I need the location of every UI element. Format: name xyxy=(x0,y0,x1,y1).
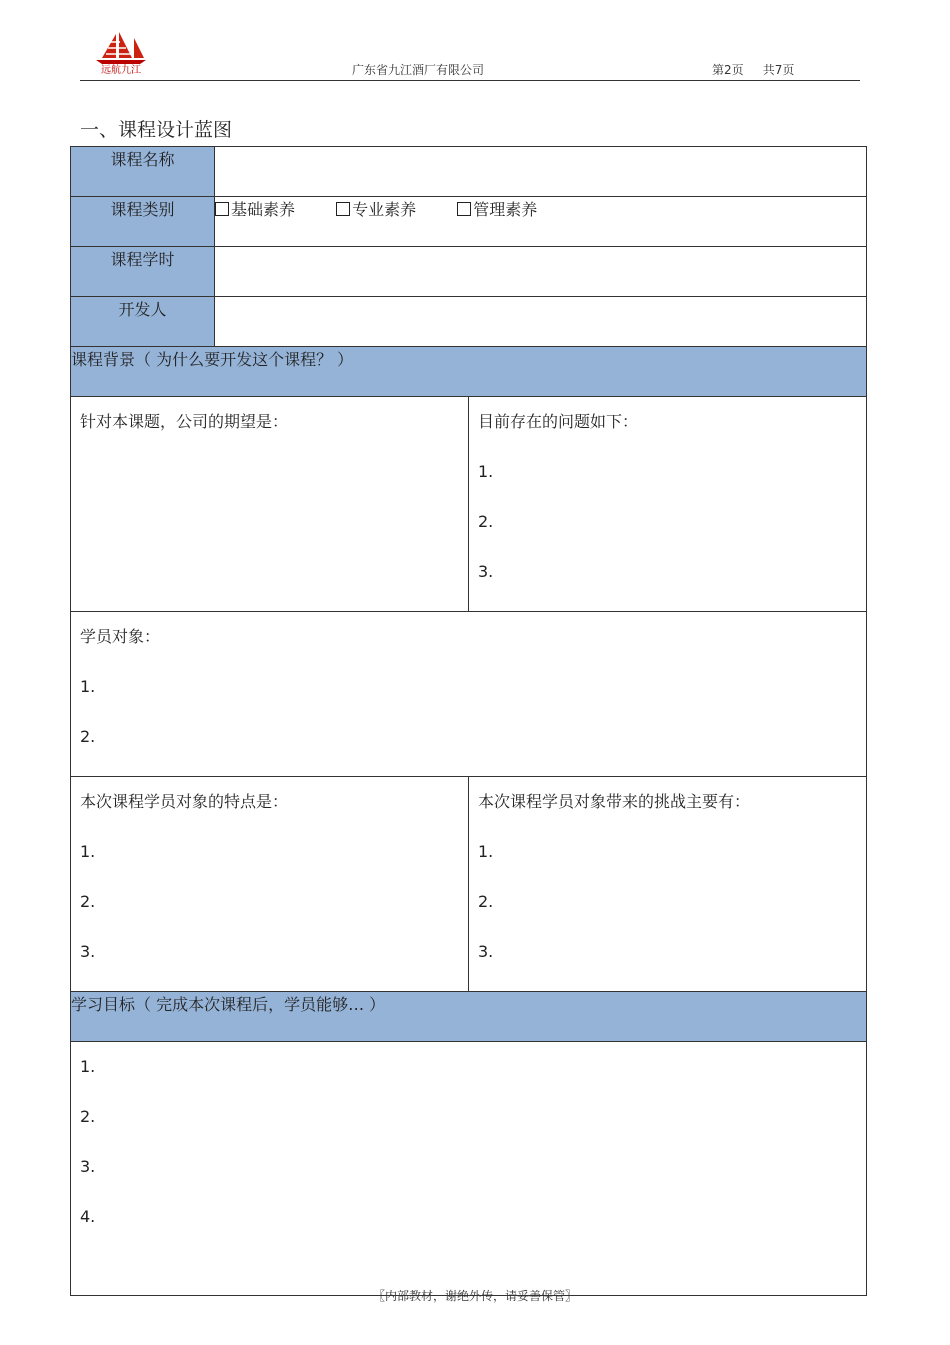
company-name: 广东省九江酒厂有限公司 xyxy=(352,63,485,77)
option-professional-label: 专业素养 xyxy=(352,200,417,219)
goals-cell[interactable] xyxy=(71,1042,867,1296)
checkbox-icon[interactable] xyxy=(457,202,471,216)
row-audience xyxy=(71,612,867,777)
option-professional[interactable] xyxy=(336,197,416,220)
problems-label: 目前存在的问题如下： xyxy=(478,412,639,431)
row-course-hours xyxy=(71,247,867,297)
list-item: 1. xyxy=(80,1057,96,1076)
problems-cell[interactable] xyxy=(469,397,867,612)
audience-label: 学员对象： xyxy=(80,627,161,646)
list-item: 3. xyxy=(80,1157,96,1176)
traits-cell[interactable] xyxy=(71,777,469,992)
row-traits-challenges xyxy=(71,777,867,992)
course-hours-field[interactable] xyxy=(215,247,867,297)
row-goals-title xyxy=(71,992,867,1042)
expectation-cell[interactable] xyxy=(71,397,469,612)
page-footer: 〖内部教材，谢绝外传，请妥善保管〗 xyxy=(372,1289,577,1303)
checkbox-icon[interactable] xyxy=(336,202,350,216)
option-management-label: 管理素养 xyxy=(473,200,538,219)
option-basic-label: 基础素养 xyxy=(231,200,296,219)
list-item: 4. xyxy=(80,1207,96,1226)
option-basic[interactable] xyxy=(215,197,295,220)
list-item: 3. xyxy=(80,942,96,961)
list-item: 2. xyxy=(80,727,96,746)
expectation-label: 针对本课题，公司的期望是： xyxy=(80,412,289,431)
list-item: 1. xyxy=(80,842,96,861)
list-item: 1. xyxy=(80,677,96,696)
audience-cell[interactable] xyxy=(71,612,867,777)
label-course-hours: 课程学时 xyxy=(71,247,215,297)
list-item: 2. xyxy=(478,892,494,911)
challenges-cell[interactable] xyxy=(469,777,867,992)
course-name-field[interactable] xyxy=(215,147,867,197)
row-course-name xyxy=(71,147,867,197)
row-developer xyxy=(71,297,867,347)
section-title: 一、课程设计蓝图 xyxy=(80,119,233,141)
list-item: 2. xyxy=(80,892,96,911)
list-item: 2. xyxy=(80,1107,96,1126)
sailboat-logo-icon xyxy=(86,30,156,64)
company-logo xyxy=(86,30,156,76)
traits-label: 本次课程学员对象的特点是： xyxy=(80,792,289,811)
list-item: 2. xyxy=(478,512,494,531)
course-type-options xyxy=(215,197,867,247)
checkbox-icon[interactable] xyxy=(215,202,229,216)
list-item: 3. xyxy=(478,942,494,961)
logo-text: 远航九江 xyxy=(101,65,141,76)
page-number: 第2页 xyxy=(712,63,744,77)
goals-title: 学习目标（ 完成本次课程后，学员能够… ） xyxy=(71,992,867,1042)
row-course-type xyxy=(71,197,867,247)
page-header xyxy=(80,28,860,81)
challenges-label: 本次课程学员对象带来的挑战主要有： xyxy=(478,792,751,811)
list-item: 3. xyxy=(478,562,494,581)
label-course-name: 课程名称 xyxy=(71,147,215,197)
page-info xyxy=(712,61,794,78)
list-item: 1. xyxy=(478,842,494,861)
course-blueprint-table xyxy=(70,146,867,1296)
page-total: 共7页 xyxy=(762,63,795,77)
row-goals xyxy=(71,1042,867,1296)
row-background-title xyxy=(71,347,867,397)
label-course-type: 课程类别 xyxy=(71,197,215,247)
option-management[interactable] xyxy=(457,197,537,220)
background-title: 课程背景（ 为什么要开发这个课程？ ） xyxy=(71,347,867,397)
row-background xyxy=(71,397,867,612)
list-item: 1. xyxy=(478,462,494,481)
label-developer: 开发人 xyxy=(71,297,215,347)
developer-field[interactable] xyxy=(215,297,867,347)
